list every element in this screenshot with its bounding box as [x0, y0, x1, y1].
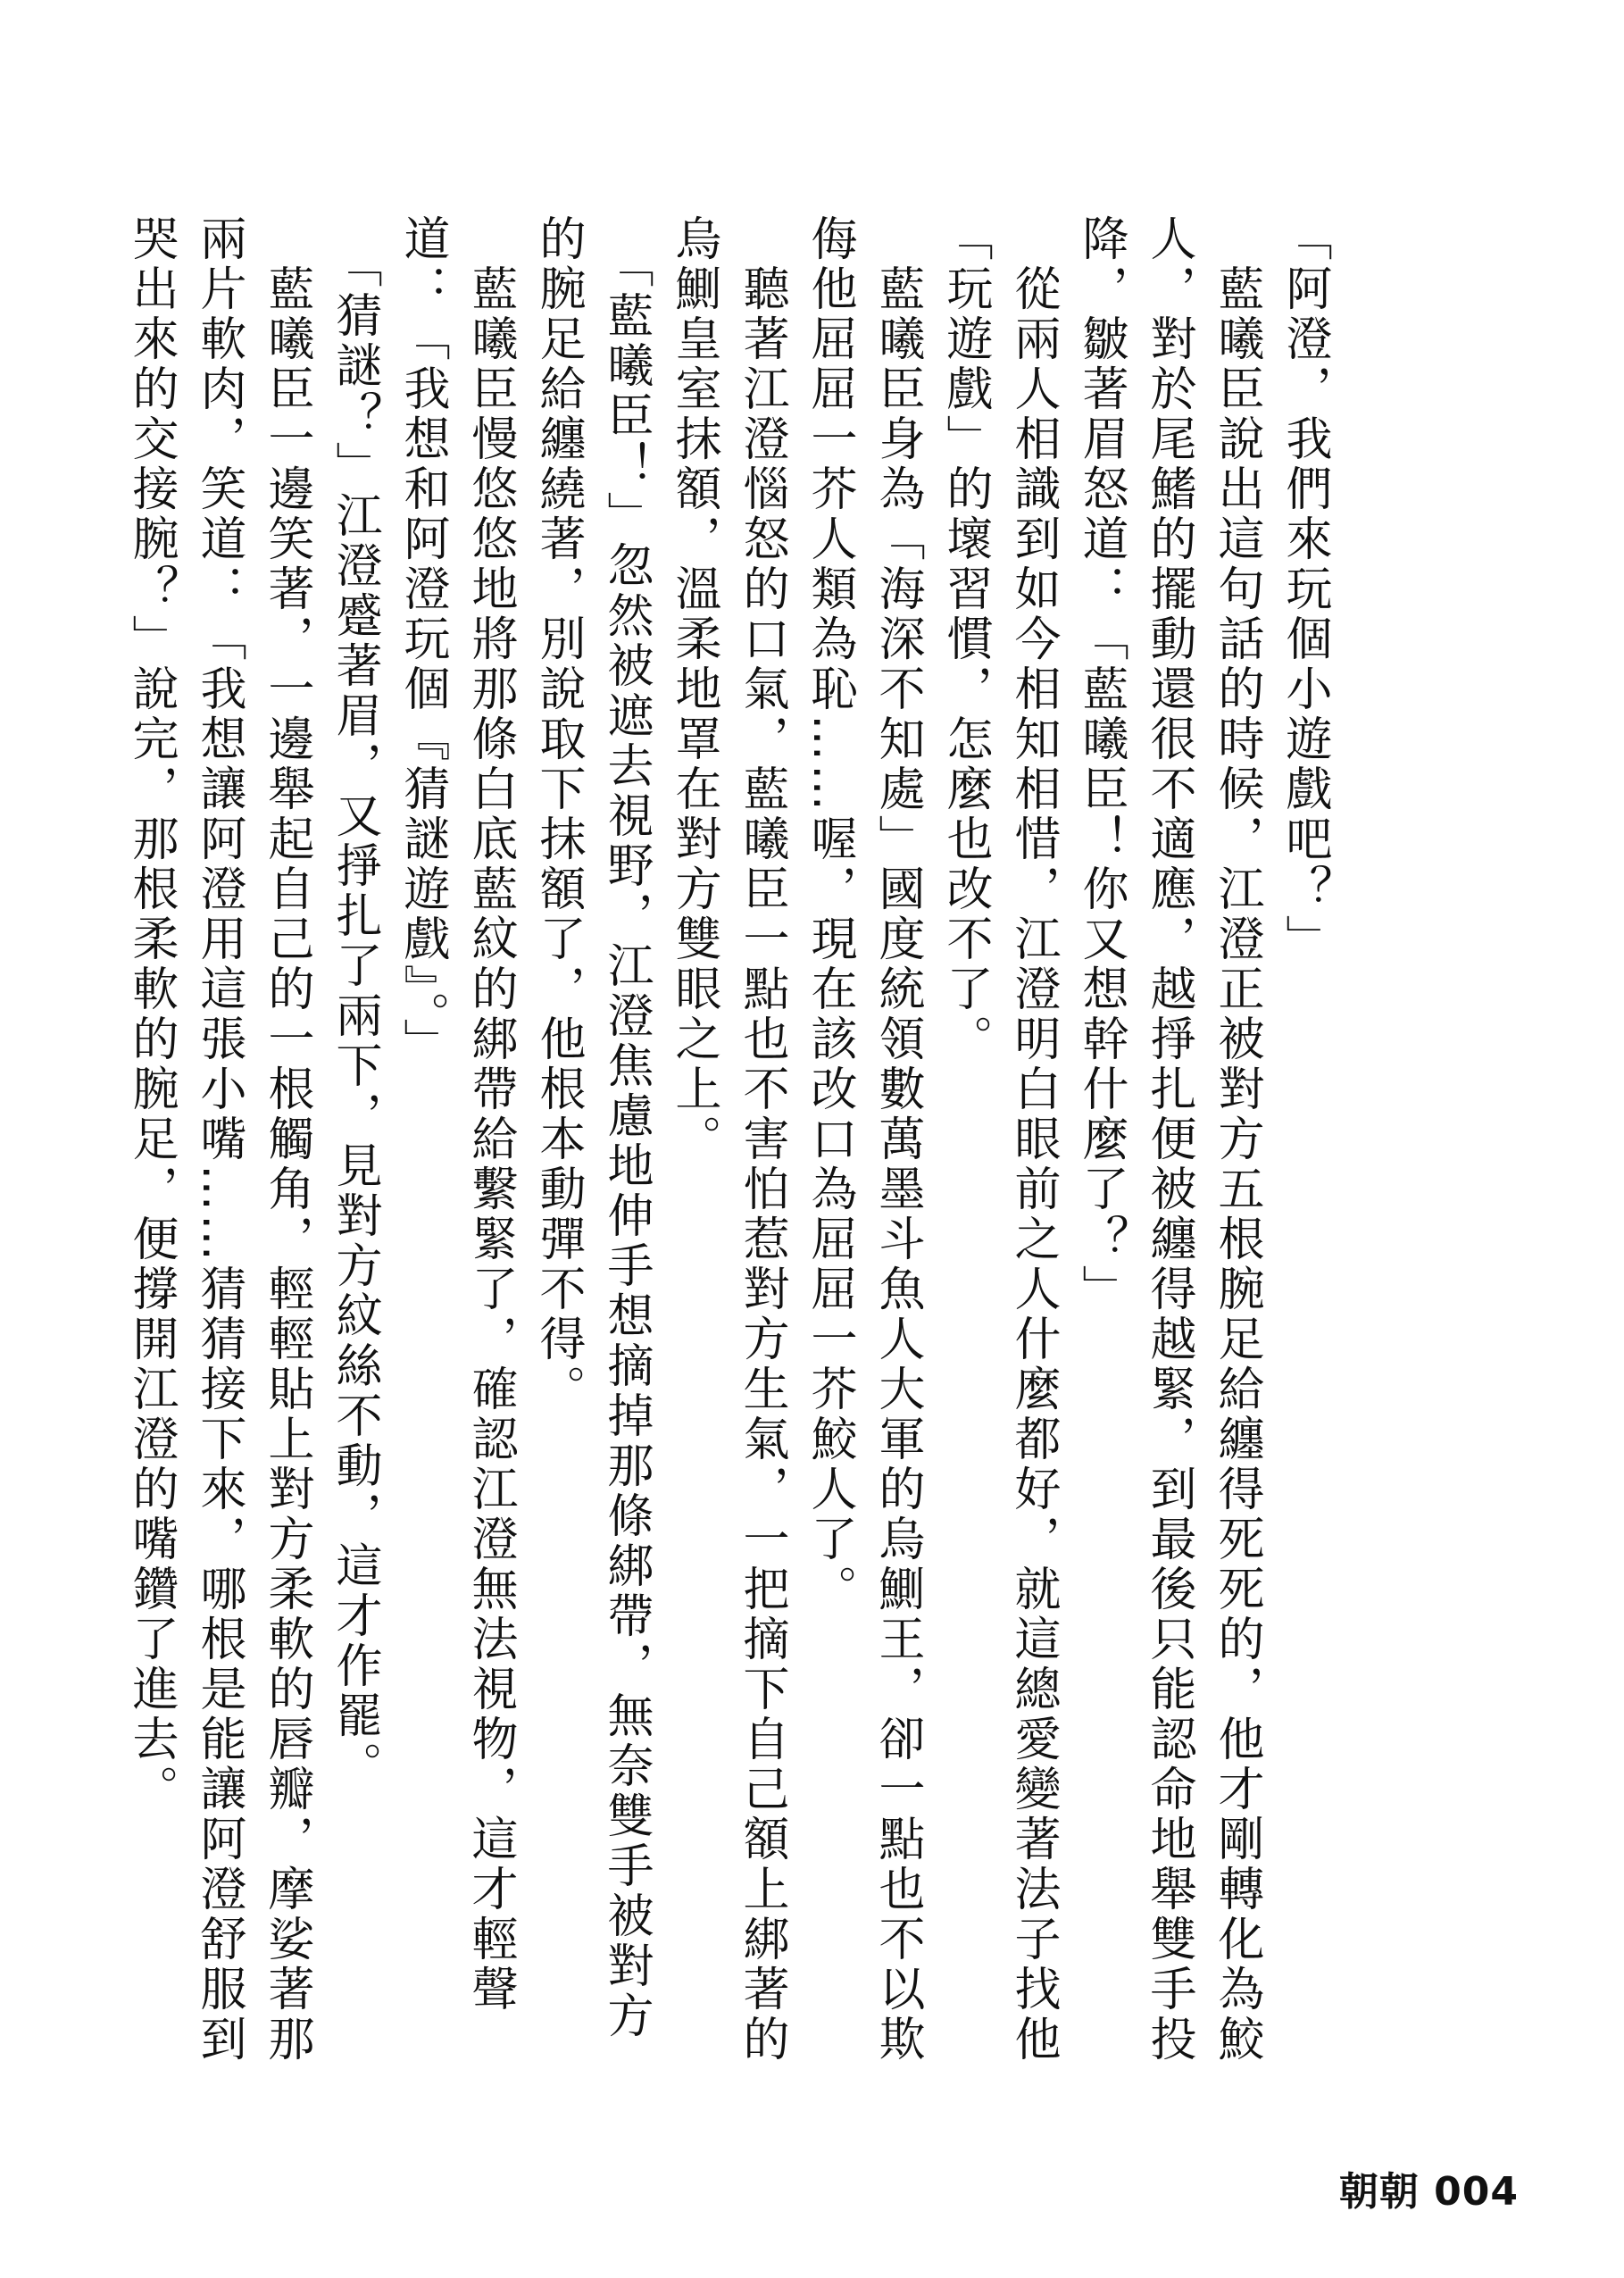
paragraph-9: 藍曦臣一邊笑著，一邊舉起自己的一根觸角，輕輕貼上對方柔軟的唇瓣，摩娑著那兩片軟肉，笑道：「我想讓阿澄用這張小嘴……猜猜接下來，哪根是能讓阿澄舒服到哭出來的交接腕？」說完，那根柔軟的腕足，便撐開江澄的嘴鑽了進去。 [124, 214, 313, 2065]
paragraph-7: 藍曦臣慢悠悠地將那條白底藍紋的綁帶給繫緊了，確認江澄無法視物，這才輕聲道：「我想和阿澄玩個『猜謎遊戲』。」 [396, 214, 517, 2015]
paragraph-3: 從兩人相識到如今相知相惜，江澄明白眼前之人什麼都好，就這總愛變著法子找他「玩遊戲」的壞習慣，怎麼也改不了。 [938, 214, 1060, 2065]
paragraph-1: 「阿澄，我們來玩個小遊戲吧？」 [1278, 214, 1331, 964]
paragraph-2: 藍曦臣說出這句話的時候，江澄正被對方五根腕足給纏得死死的，他才剛轉化為鮫人，對於尾鰭的擺動還很不適應，越掙扎便被纏得越緊，到最後只能認命地舉雙手投降，皺著眉怒道：「藍曦臣！你又想幹什麼了？」 [1074, 214, 1263, 2065]
page-number-label: 朝朝 004 [1338, 2169, 1519, 2215]
paragraph-5: 聽著江澄惱怒的口氣，藍曦臣一點也不害怕惹對方生氣，一把摘下自己額上綁著的烏鰂皇室抹額，溫柔地罩在對方雙眼之上。 [667, 214, 788, 2065]
vertical-text-body [124, 214, 1383, 2072]
paragraph-4: 藍曦臣身為「海深不知處」國度統領數萬墨斗魚人大軍的烏鰂王，卻一點也不以欺侮他屈屈一芥人類為恥……喔，現在該改口為屈屈一芥鮫人了。 [803, 214, 924, 2065]
paragraph-8: 「猜謎？」江澄蹙著眉，又掙扎了兩下，見對方紋絲不動，這才作罷。 [328, 214, 381, 1791]
paragraph-6: 「藍曦臣！」忽然被遮去視野，江澄焦慮地伸手想摘掉那條綁帶，無奈雙手被對方的腕足給纏繞著，別說取下抹額了，他根本動彈不得。 [531, 214, 653, 2041]
